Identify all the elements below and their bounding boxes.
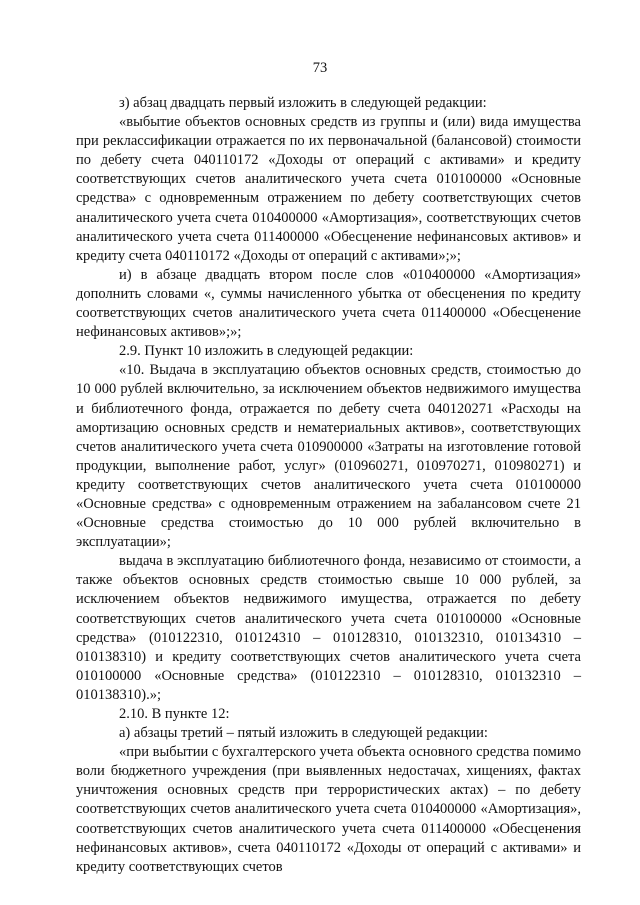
paragraph-z-subitem: з) абзац двадцать первый изложить в следующей редакции: [119, 95, 487, 111]
paragraph-item-2-10: 2.10. В пункте 12: [119, 706, 230, 722]
paragraph-point-10: «10. Выдача в эксплуатацию объектов основных средств, стоимостью до 10 000 рублей включительно, за исключением объектов недвижимого имущества и библиотечного фонда, отражается по дебету счета 040120271 «Расходы на амортизацию основных средств и нематериальных активов», соответствующих счетов аналитического учета счета 010900000 «Затраты на изготовление готовой продукции, выполнение работ, услуг» (010960271, 010970271, 010980271) и кредиту соответствующих счетов аналитического учета счета 010100000 «Основные средства» с одновременным отражением на забалансовом счете 21 «Основные средства стоимостью до 10 000 рублей включительно в эксплуатации»; [76, 362, 581, 551]
paragraph-item-2-9: 2.9. Пункт 10 изложить в следующей редакции: [119, 343, 414, 360]
document-body [76, 94, 581, 877]
paragraph-disposal-against-will: «при выбытии с бухгалтерского учета объекта основного средства помимо воли бюджетного учреждения (при выявленных недостачах, хищениях, фактах уничтожения основных средств при террористических актах) – по дебету соответствующих счетов аналитического учета счета 010400000 «Амортизация», соответствующих счетов аналитического учета счета 011400000 «Обесценения нефинансовых активов», счета 040110172 «Доходы от операций с активами» и кредиту соответствующих счетов [76, 744, 581, 875]
paragraph-disposal-reclassification: «выбытие объектов основных средств из группы и (или) вида имущества при реклассификации отражается по их первоначальной (балансовой) стоимости по дебету счета 040110172 «Доходы от операций с активами» и кредиту соответствующих счетов аналитического учета счета 010100000 «Основные средства» с одновременным отражением по дебету соответствующих счетов аналитического учета счета 010400000 «Амортизация», соответствующих счетов аналитического учета счета 011400000 «Обесценение нефинансовых активов» и кредиту счета 040110172 «Доходы от операций с активами»;»; [76, 114, 581, 264]
page-number: 73 [312, 60, 328, 76]
paragraph-library-fund: выдача в эксплуатацию библиотечного фонда, независимо от стоимости, а также объектов основных средств стоимостью свыше 10 000 рублей, за исключением объектов недвижимого имущества, отражается по дебету соответствующих счетов аналитического учета счета 010100000 «Основные средства» (010122310, 010124310 – 010128310, 010132310, 010134310 – 010138310) и кредиту соответствующих счетов аналитического учета счета 010100000 «Основные средства» (010122310 – 010128310, 010132310 – 010138310).»; [76, 553, 581, 703]
paragraph-a-subitem: а) абзацы третий – пятый изложить в следующей редакции: [119, 725, 488, 742]
paragraph-i-subitem: и) в абзаце двадцать втором после слов «010400000 «Амортизация» дополнить словами «, суммы начисленного убытка от обесценения по кредиту соответствующих счетов аналитического учета счета 011400000 «Обесценение нефинансовых активов»;»; [76, 266, 581, 341]
